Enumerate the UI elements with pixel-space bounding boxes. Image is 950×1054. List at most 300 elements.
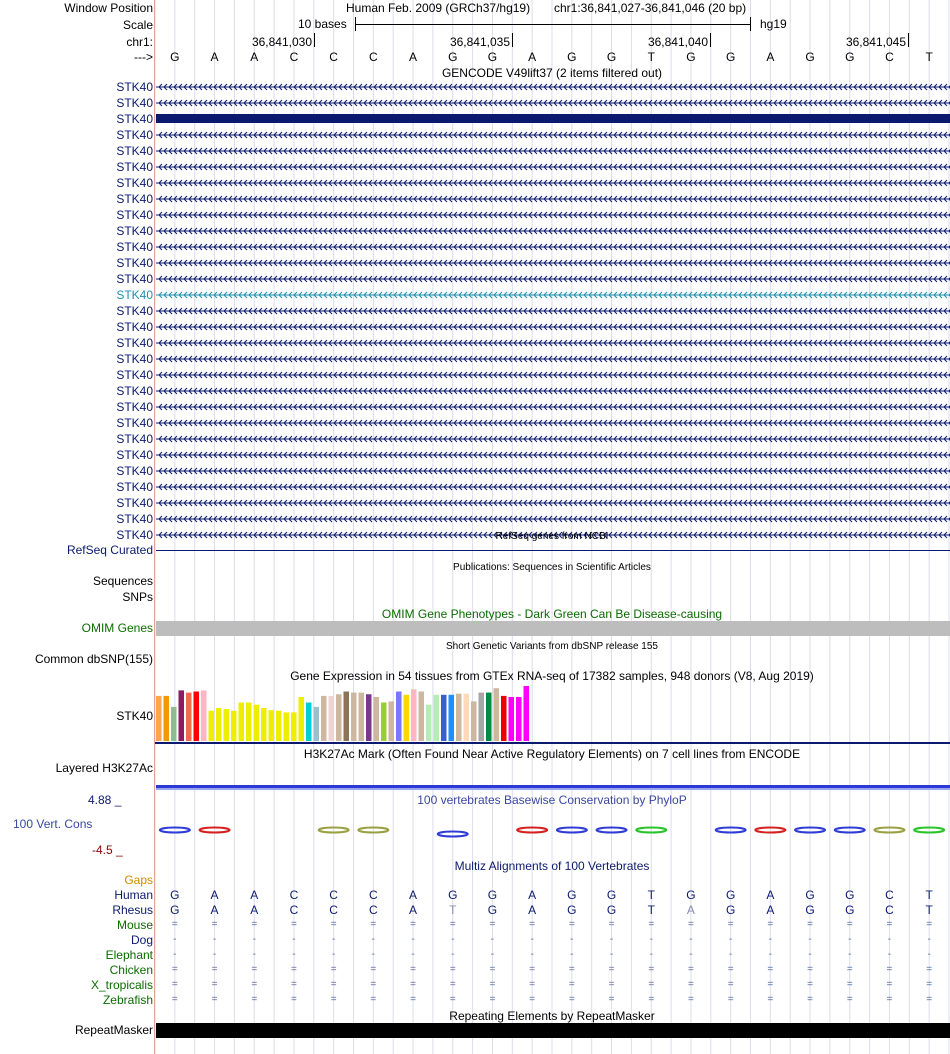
gtex-tissue-bar[interactable] [449,695,455,741]
aligned-base: = [330,964,337,975]
aligned-base: A [686,903,695,917]
aligned-base: C [289,888,299,902]
gtex-tissue-bar[interactable] [261,708,267,741]
aligned-base: = [211,994,218,1005]
gencode-transcript-label[interactable]: STK40 [116,512,153,526]
cons-base-glyph [319,828,349,833]
aligned-base: = [251,919,258,930]
aligned-base: = [807,964,813,975]
gencode-transcript-intron[interactable] [156,192,950,206]
aligned-base: = [727,979,734,990]
cons-logo[interactable] [155,820,950,842]
aligned-base: = [648,919,655,930]
aligned-base: = [410,964,416,975]
aligned-base: A [250,888,259,902]
aligned-base: - [530,934,534,945]
gtex-label[interactable]: STK40 [116,709,153,723]
aligned-base: = [846,964,853,975]
aligned-base: - [212,934,217,945]
aligned-base: = [727,919,734,930]
gencode-transcript-intron[interactable] [156,480,950,494]
reference-base: G [686,50,696,64]
reference-base: A [409,50,418,64]
gencode-transcript-label[interactable]: STK40 [116,80,153,94]
aligned-base: - [887,934,892,945]
aligned-base: C [289,903,299,917]
gencode-transcript-label[interactable]: STK40 [116,464,153,478]
aligned-base: = [688,919,694,930]
aligned-base: = [529,979,536,990]
gtex-bars[interactable] [155,684,950,746]
gaps-label: Gaps [124,873,153,887]
gtex-tissue-bar[interactable] [486,693,492,741]
gencode-transcript-label[interactable]: STK40 [116,96,153,110]
gtex-tissue-bar[interactable] [501,696,507,741]
gtex-tissue-bar[interactable] [471,701,477,741]
aligned-base: - [728,934,733,945]
aligned-base: T [647,888,655,902]
aligned-base: = [846,979,853,990]
gtex-tissue-bar[interactable] [494,688,500,741]
reference-base: G [567,50,577,64]
gencode-transcript-label[interactable]: STK40 [116,240,153,254]
aligned-base: = [171,919,178,930]
aligned-base: = [529,919,536,930]
gtex-tissue-bar[interactable] [426,705,432,741]
gtex-tissue-bar[interactable] [299,697,305,741]
gtex-baseline [155,742,950,744]
gtex-tissue-bar[interactable] [396,692,402,742]
aligned-base: = [688,994,694,1005]
aligned-base: = [767,919,774,930]
aligned-base: = [410,994,416,1005]
species-label[interactable]: X_tropicalis [90,978,153,992]
aligned-base: = [807,979,813,990]
gencode-transcript-intron[interactable] [156,464,950,478]
snps-label[interactable]: SNPs [122,590,153,604]
dbsnp-label[interactable]: Common dbSNP(155) [34,652,153,666]
aligned-base: - [848,949,852,960]
scale-text: 10 bases [298,17,347,31]
ruler-tick-label: 36,841,045 [845,35,906,49]
sequences-label[interactable]: Sequences [92,574,153,588]
gtex-tissue-bar[interactable] [194,692,200,742]
gtex-track-title: Gene Expression in 54 tissues from GTEx RNA-seq of 17382 samples, 948 donors (V8, Aug 2019) [290,669,814,683]
aligned-base: = [449,919,456,930]
aligned-base: C [885,903,894,917]
aligned-base: - [927,934,931,945]
aligned-base: - [609,934,614,945]
gencode-transcript-intron[interactable] [156,128,950,142]
gtex-tissue-bar[interactable] [314,707,320,741]
gencode-transcript-label[interactable]: STK40 [116,128,153,142]
omim-bar[interactable] [156,621,950,636]
gencode-transcript-intron[interactable] [156,384,950,398]
gtex-tissue-bar[interactable] [434,695,440,741]
gencode-transcript-intron[interactable] [156,96,950,110]
aligned-base: = [291,964,297,975]
aligned-base: C [329,903,338,917]
aligned-base: = [727,964,734,975]
reference-base: G [448,50,458,64]
aligned-base: = [648,964,655,975]
aligned-base: - [649,934,653,945]
gencode-transcript-label[interactable]: STK40 [116,304,153,318]
multiz-track-title: Multiz Alignments of 100 Vertebrates [454,859,650,873]
gencode-transcript-intron[interactable] [156,496,950,510]
gencode-transcript-label[interactable]: STK40 [116,432,153,446]
aligned-base: G [170,888,180,902]
h3k27ac-track-title: H3K27Ac Mark (Often Found Near Active Regulatory Elements) on 7 cell lines from ENCODE [303,747,801,761]
species-label[interactable]: Rhesus [112,903,153,917]
gtex-tissue-bar[interactable] [359,693,365,741]
gencode-transcript-intron[interactable] [156,240,950,254]
aligned-base: - [292,934,296,945]
aligned-base: = [886,979,893,990]
gtex-tissue-bar[interactable] [479,693,485,741]
reference-base: G [845,50,855,64]
cons-base-glyph [597,828,627,833]
aligned-base: G [725,903,736,917]
gencode-transcript-intron[interactable] [156,160,950,174]
aligned-base: - [689,934,693,945]
aligned-base: = [291,994,297,1005]
gencode-transcript-label[interactable]: STK40 [116,192,153,206]
gtex-tissue-bar[interactable] [411,689,417,741]
aligned-base: = [410,979,416,990]
gencode-transcript-label[interactable]: STK40 [116,176,153,190]
gtex-tissue-bar[interactable] [336,694,342,741]
gencode-transcript-intron[interactable] [156,288,950,302]
refseq-label[interactable]: RefSeq Curated [66,543,153,557]
gtex-tissue-bar[interactable] [276,711,282,741]
gtex-tissue-bar[interactable] [254,705,260,741]
gencode-transcript-intron[interactable] [156,224,950,238]
scale-bar-right-tick [750,17,751,31]
aligned-base: G [606,903,617,917]
species-label[interactable]: Zebrafish [102,993,153,1007]
gencode-transcript-label[interactable]: STK40 [116,352,153,366]
aligned-base: = [886,964,893,975]
aligned-base: = [489,994,496,1005]
aligned-base: - [451,949,455,960]
aligned-base: = [489,964,496,975]
refseq-line[interactable] [156,550,950,551]
gencode-transcript-intron[interactable] [156,320,950,334]
gencode-transcript-label[interactable]: STK40 [116,160,153,174]
aligned-base: - [173,949,177,960]
ruler-tick-label: 36,841,035 [449,35,510,49]
aligned-base: = [449,979,456,990]
gtex-tissue-bar[interactable] [516,697,522,741]
h3k27ac-label[interactable]: Layered H3K27Ac [55,761,153,775]
species-label[interactable]: Dog [130,933,153,947]
aligned-base: = [568,979,575,990]
aligned-base: = [489,979,496,990]
assembly-text: Human Feb. 2009 (GRCh37/hg19) [346,1,531,15]
aligned-base: = [688,979,694,990]
aligned-base: - [490,934,495,945]
aligned-base: = [568,994,575,1005]
reference-base: A [528,50,537,64]
label-column-border [154,0,155,1054]
aligned-base: = [886,994,893,1005]
gencode-transcript-label[interactable]: STK40 [116,320,153,334]
ruler-tick-label: 36,841,030 [251,35,312,49]
gencode-transcript-label[interactable]: STK40 [116,288,153,302]
reference-base: T [647,50,655,64]
gtex-tissue-bar[interactable] [456,694,462,741]
gencode-transcript-label[interactable]: STK40 [116,528,153,542]
reference-base: G [487,50,498,64]
aligned-base: = [449,964,456,975]
aligned-base: = [370,979,377,990]
aligned-base: - [570,934,574,945]
gencode-transcript-label[interactable]: STK40 [116,208,153,222]
aligned-base: - [728,949,733,960]
cons-base-glyph [200,828,230,833]
gtex-tissue-bar[interactable] [179,690,185,741]
cons-base-glyph [517,828,547,833]
aligned-base: - [411,949,415,960]
ruler-tick-mark [314,33,315,47]
gencode-transcript-label[interactable]: STK40 [116,368,153,382]
aligned-base: - [768,934,773,945]
gtex-tissue-bar[interactable] [344,692,350,742]
aligned-base: T [925,903,933,917]
gencode-transcript-intron[interactable] [156,432,950,446]
aligned-base: = [608,979,615,990]
gtex-tissue-bar[interactable] [464,694,470,741]
scale-bar [355,24,750,25]
reference-base: G [170,50,180,64]
aligned-base: - [887,949,892,960]
aligned-base: - [927,949,931,960]
aligned-base: G [448,888,458,902]
gtex-tissue-bar[interactable] [239,703,245,742]
aligned-base: = [370,964,377,975]
cons-track-title: 100 vertebrates Basewise Conservation by PhyloP [417,793,687,807]
repeatmasker-label[interactable]: RepeatMasker [74,1023,153,1037]
aligned-base: - [252,934,256,945]
cons-base-glyph [874,828,904,833]
gtex-tissue-bar[interactable] [329,696,335,741]
gtex-tissue-bar[interactable] [366,694,372,741]
gencode-transcript-intron[interactable] [156,400,950,414]
cons-ymin: -4.5 _ [92,843,123,857]
aligned-base: - [292,949,296,960]
aligned-base: = [568,919,575,930]
gtex-tissue-bar[interactable] [404,695,410,741]
aligned-base: = [211,979,218,990]
aligned-base: = [330,979,337,990]
gencode-transcript-label[interactable]: STK40 [116,336,153,350]
gtex-tissue-bar[interactable] [351,693,357,741]
aligned-base: - [451,934,455,945]
gtex-tissue-bar[interactable] [224,709,230,741]
gtex-tissue-bar[interactable] [441,695,447,741]
cons-base-glyph [755,828,785,833]
gtex-tissue-bar[interactable] [389,701,395,741]
species-label[interactable]: Human [114,888,153,902]
species-label[interactable]: Elephant [105,948,153,962]
gtex-tissue-bar[interactable] [246,703,252,742]
gencode-transcript-intron[interactable] [156,368,950,382]
gencode-transcript-intron[interactable] [156,272,950,286]
cons-label[interactable]: 100 Vert. Cons [13,817,93,831]
aligned-base: - [768,949,773,960]
aligned-base: G [845,903,855,917]
aligned-base: - [570,949,574,960]
aligned-base: = [926,964,933,975]
gencode-transcript-intron[interactable] [156,144,950,158]
aligned-base: = [171,994,178,1005]
gencode-transcript-label[interactable]: STK40 [116,496,153,510]
aligned-base: G [487,888,498,902]
gencode-transcript-label[interactable]: STK40 [116,448,153,462]
omim-track-title: OMIM Gene Phenotypes - Dark Green Can Be Disease-causing [381,607,723,621]
aligned-base: = [846,919,853,930]
species-label[interactable]: Chicken [109,963,153,977]
gencode-transcript-intron[interactable] [156,336,950,350]
aligned-base: C [329,888,338,902]
aligned-base: - [371,949,376,960]
aligned-base: - [252,949,256,960]
cons-base-glyph [795,828,825,833]
aligned-base: = [767,994,774,1005]
aligned-base: - [331,934,336,945]
gencode-transcript-intron[interactable] [156,80,950,94]
cons-base-glyph [636,828,666,833]
aligned-base: G [686,888,696,902]
chr-label: chr1: [126,35,153,49]
refseq-track-title: RefSeq genes from NCBI [495,531,609,542]
aligned-base: - [808,934,812,945]
gencode-transcript-intron[interactable] [156,176,950,190]
species-label[interactable]: Mouse [116,918,153,932]
aligned-base: G [567,903,577,917]
aligned-base: - [212,949,217,960]
aligned-base: G [170,903,180,917]
gencode-transcript-intron[interactable] [156,416,950,430]
gtex-tissue-bar[interactable] [216,708,222,741]
gencode-transcript-label[interactable]: STK40 [116,416,153,430]
aligned-base: - [490,949,495,960]
reference-base: C [369,50,378,64]
gtex-tissue-bar[interactable] [374,697,380,741]
gencode-transcript-label[interactable]: STK40 [116,112,153,126]
aligned-base: = [291,919,297,930]
aligned-base: = [330,919,337,930]
gtex-tissue-bar[interactable] [156,696,162,741]
gencode-transcript-intron[interactable] [156,512,950,526]
aligned-base: A [250,903,259,917]
cons-base-glyph [358,828,388,833]
gtex-tissue-bar[interactable] [419,692,425,742]
gencode-transcript-exon[interactable] [156,114,950,123]
gencode-transcript-label[interactable]: STK40 [116,272,153,286]
position-text: chr1:36,841,027-36,841,046 (20 bp) [554,1,747,15]
aligned-base: A [409,903,418,917]
cons-base-glyph [716,828,746,833]
aligned-base: G [606,888,617,902]
aligned-base: = [291,979,297,990]
gtex-tissue-bar[interactable] [269,710,275,741]
gtex-tissue-bar[interactable] [164,696,170,741]
reference-base: G [725,50,736,64]
gencode-transcript-intron[interactable] [156,352,950,366]
gtex-tissue-bar[interactable] [321,696,327,741]
gtex-tissue-bar[interactable] [524,686,530,741]
cons-base-glyph [914,828,944,833]
aligned-base: - [411,934,415,945]
gencode-transcript-intron[interactable] [156,208,950,222]
gencode-transcript-label[interactable]: STK40 [116,144,153,158]
aligned-base: = [926,919,933,930]
dbsnp-track-title: Short Genetic Variants from dbSNP release 155 [446,641,658,652]
gtex-tissue-bar[interactable] [306,703,312,742]
aligned-base: - [609,949,614,960]
gencode-transcript-label[interactable]: STK40 [116,256,153,270]
aligned-base: = [648,979,655,990]
repeatmasker-bar[interactable] [156,1023,950,1038]
gencode-transcript-label[interactable]: STK40 [116,480,153,494]
reference-base: C [885,50,894,64]
window-position-label: Window Position [64,1,153,15]
aligned-base: = [767,979,774,990]
gencode-transcript-intron[interactable] [156,256,950,270]
cons-base-glyph [438,832,468,837]
gtex-tissue-bar[interactable] [291,712,297,741]
aligned-base: = [608,919,615,930]
aligned-base: A [528,888,537,902]
gtex-tissue-bar[interactable] [186,693,192,741]
h3k27ac-signal-shade [156,788,950,790]
gtex-tissue-bar[interactable] [509,697,515,741]
gencode-transcript-intron[interactable] [156,448,950,462]
gtex-tissue-bar[interactable] [284,712,290,741]
aligned-base: = [807,994,813,1005]
reference-base: G [606,50,617,64]
ruler-tick-mark [512,33,513,47]
gtex-tissue-bar[interactable] [201,690,207,741]
aligned-base: - [848,934,852,945]
aligned-base: = [648,994,655,1005]
aligned-base: - [649,949,653,960]
omim-label[interactable]: OMIM Genes [81,621,153,635]
aligned-base: = [886,919,893,930]
aligned-base: G [487,903,498,917]
aligned-base: = [568,964,575,975]
aligned-base: = [410,919,416,930]
gencode-transcript-label[interactable]: STK40 [116,224,153,238]
gtex-tissue-bar[interactable] [231,711,237,741]
gtex-tissue-bar[interactable] [381,703,387,742]
cons-base-glyph [557,828,587,833]
gencode-transcript-label[interactable]: STK40 [116,384,153,398]
gencode-transcript-intron[interactable] [156,304,950,318]
gtex-tissue-bar[interactable] [171,707,177,741]
aligned-base: G [567,888,577,902]
aligned-base: - [689,949,693,960]
gtex-tissue-bar[interactable] [209,711,215,741]
publications-track-title: Publications: Sequences in Scientific Articles [453,562,651,573]
aligned-base: = [767,964,774,975]
aligned-base: - [173,934,177,945]
cons-ymax: 4.88 _ [88,793,122,807]
gencode-transcript-label[interactable]: STK40 [116,400,153,414]
repeatmasker-track-title: Repeating Elements by RepeatMasker [449,1009,655,1023]
